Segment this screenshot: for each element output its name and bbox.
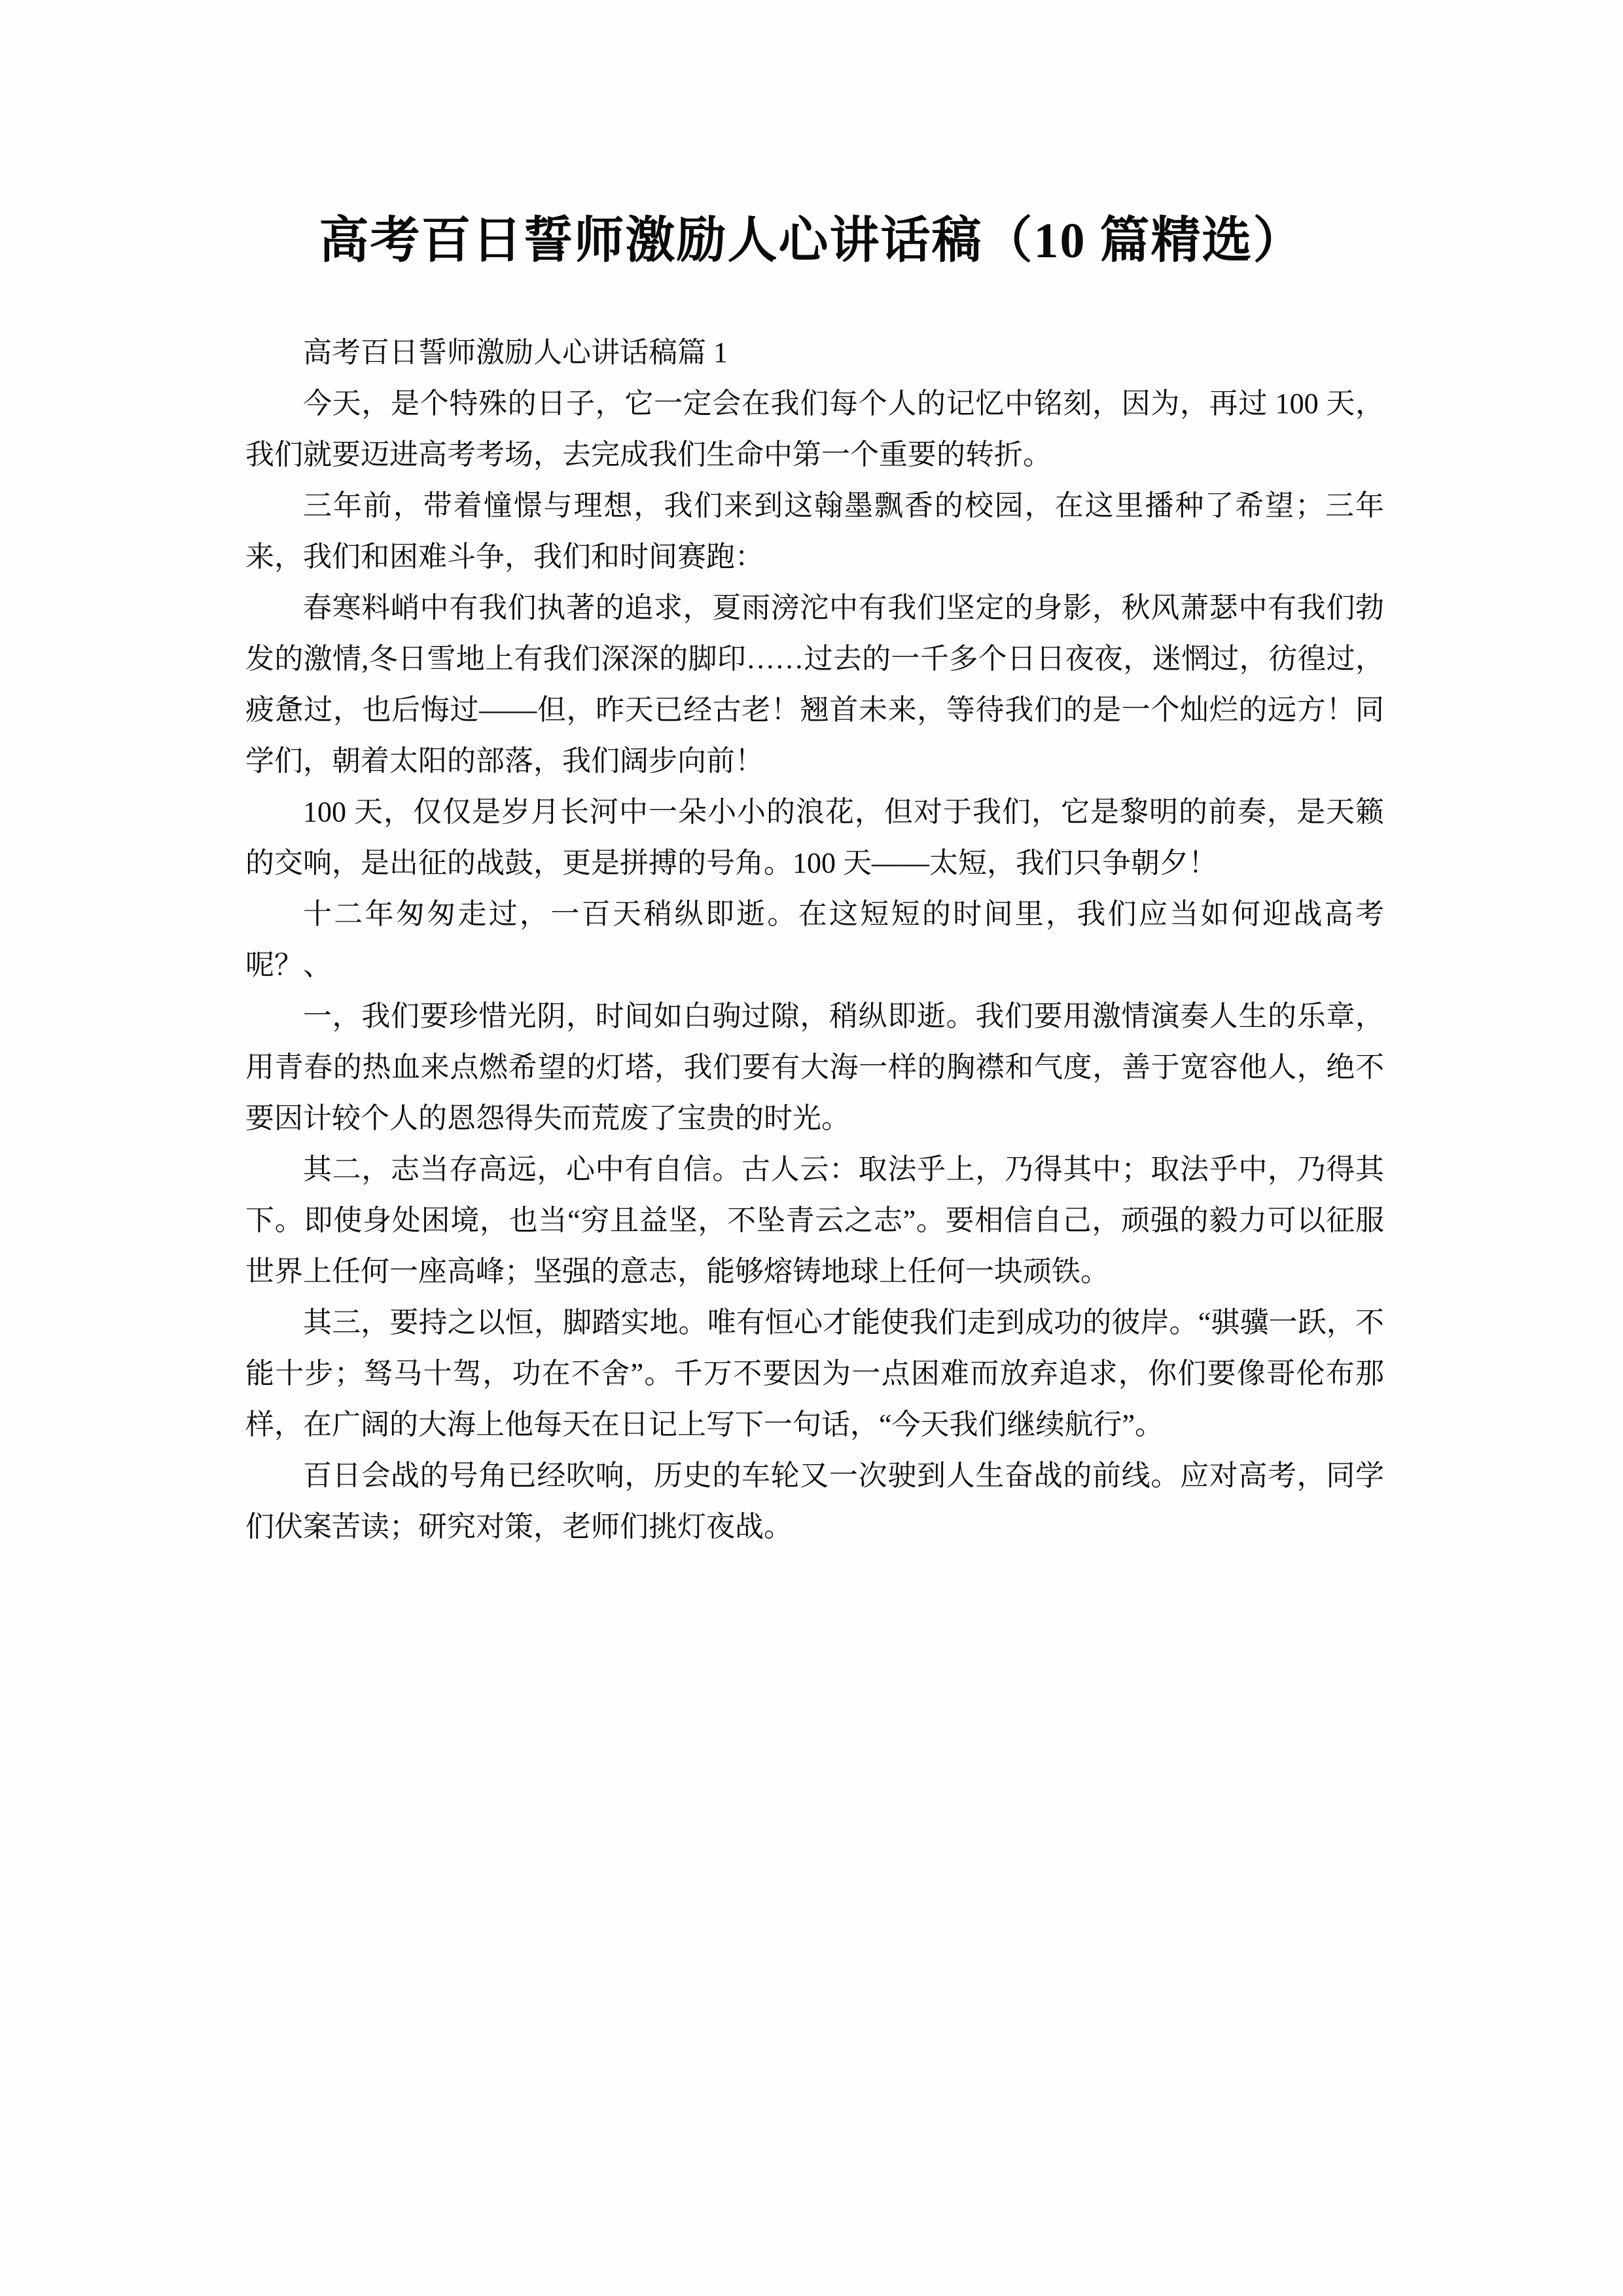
paragraph-8: 其三，要持之以恒，脚踏实地。唯有恒心才能使我们走到成功的彼岸。“骐骥一跃，不能十步；驽马十驾，功在不舍”。千万不要因为一点困难而放弃追求，你们要像哥伦布那样，在广阔的大海上他每天在日记上写下一句话，“今天我们继续航行”。 xyxy=(245,1306,1384,1441)
paragraph-2: 三年前，带着憧憬与理想，我们来到这翰墨飘香的校园，在这里播种了希望；三年来，我们和困难斗争，我们和时间赛跑： xyxy=(245,490,1384,573)
paragraph-9: 百日会战的号角已经吹响，历史的车轮又一次驶到人生奋战的前线。应对高考，同学们伏案苦读；研究对策，老师们挑灯夜战。 xyxy=(245,1460,1384,1543)
paragraph-1: 今天，是个特殊的日子，它一定会在我们每个人的记忆中铭刻，因为，再过 100 天，我们就要迈进高考考场，去完成我们生命中第一个重要的转折。 xyxy=(245,387,1384,471)
page-title: 高考百日誓师激励人心讲话稿（10 篇精选） xyxy=(319,213,1304,268)
document-body xyxy=(245,327,1384,1552)
paragraph-7: 其二，志当存高远，心中有自信。古人云：取法乎上，乃得其中；取法乎中，乃得其下。即使身处困境，也当“穷且益坚，不坠青云之志”。要相信自己，顽强的毅力可以征服世界上任何一座高峰；坚强的意志，能够熔铸地球上任何一块顽铁。 xyxy=(245,1153,1384,1287)
section-subtitle: 高考百日誓师激励人心讲话稿篇 1 xyxy=(303,336,728,368)
paragraph-5: 十二年匆匆走过，一百天稍纵即逝。在这短短的时间里，我们应当如何迎战高考呢？、 xyxy=(245,898,1384,981)
paragraph-4: 100 天，仅仅是岁月长河中一朵小小的浪花，但对于我们，它是黎明的前奏，是天籁的交响，是出征的战鼓，更是拼搏的号角。100 天——太短，我们只争朝夕！ xyxy=(245,796,1384,879)
paragraph-6: 一，我们要珍惜光阴，时间如白驹过隙，稍纵即逝。我们要用激情演奏人生的乐章，用青春的热血来点燃希望的灯塔，我们要有大海一样的胸襟和气度，善于宽容他人，绝不要因计较个人的恩怨得失而荒废了宝贵的时光。 xyxy=(245,1000,1384,1134)
paragraph-3: 春寒料峭中有我们执著的追求，夏雨滂沱中有我们坚定的身影，秋风萧瑟中有我们勃发的激情,冬日雪地上有我们深深的脚印……过去的一千多个日日夜夜，迷惘过，彷徨过，疲惫过，也后悔过——但，昨天已经古老！翘首未来，等待我们的是一个灿烂的远方！同学们，朝着太阳的部落，我们阔步向前！ xyxy=(245,592,1384,777)
